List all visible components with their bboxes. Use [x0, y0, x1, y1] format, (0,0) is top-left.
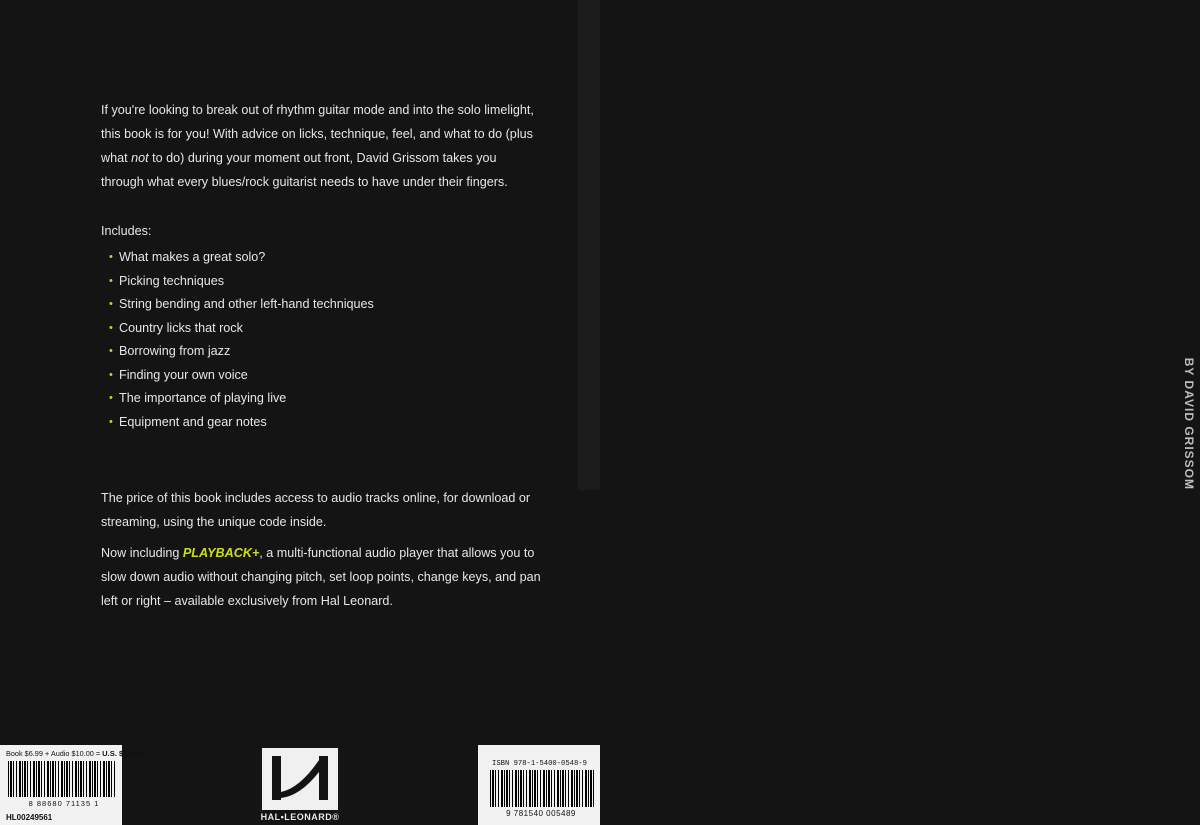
includes-heading: Includes: — [101, 224, 152, 238]
feature-text: What makes a great solo? — [119, 250, 266, 264]
price-barcode-label — [0, 745, 143, 825]
feature-text: Finding your own voice — [119, 367, 248, 382]
intro-text-start: If you're looking to break out of rhythm guitar mode and into the solo limelight, this book is for you! With advice on licks, technique, feel, and what to do (plus what — [101, 103, 534, 165]
feature-item — [109, 246, 541, 270]
price-line — [6, 749, 143, 758]
feature-item — [109, 270, 541, 294]
feature-text: Picking techniques — [119, 273, 225, 288]
intro-text-end: to do) during your moment out front, David Grissom takes you through what every blues/rock guitarist needs to have under their fingers. — [101, 151, 508, 189]
audio-access-note: The price of this book includes access to audio tracks online, for download or streaming, using the unique code inside. — [101, 491, 531, 529]
upc-digits: 8 88680 71135 1 — [28, 799, 100, 808]
feature-list — [101, 246, 541, 434]
feature-text: Borrowing from jazz — [119, 344, 231, 358]
feature-item — [109, 364, 541, 388]
bullet-icon: • — [109, 392, 113, 404]
spine-author-text: BY DAVID GRISSOM — [1182, 357, 1196, 490]
bullet-icon: • — [109, 321, 113, 334]
playback-paragraph — [101, 541, 541, 613]
bullet-icon: • — [109, 274, 113, 287]
bullet-icon: • — [109, 251, 113, 263]
isbn-digits: 9 781540 005489 — [506, 809, 576, 818]
feature-text: Country licks that rock — [119, 320, 243, 335]
intro-paragraph — [101, 98, 541, 194]
feature-text: Equipment and gear notes — [119, 414, 267, 429]
isbn-text: ISBN 978-1-5400-0548-9 — [492, 760, 587, 768]
isbn-barcode-label — [478, 745, 600, 825]
hal-leonard-logo-icon — [268, 752, 332, 804]
price-breakdown: Book $6.99 + Audio $10.00 = — [6, 749, 103, 758]
publisher-logo — [262, 748, 338, 810]
playback-brand: PLAYBACK+ — [182, 546, 260, 560]
bullet-icon: • — [109, 415, 113, 428]
back-cover-description — [101, 98, 541, 613]
publisher-name: HAL•LEONARD® — [260, 812, 340, 822]
feature-item — [109, 340, 541, 364]
price-total: U.S. $16.99 — [102, 749, 143, 758]
isbn-barcode — [490, 770, 596, 807]
feature-item — [109, 411, 541, 435]
feature-text: String bending and other left-hand techniques — [119, 297, 374, 311]
feature-item — [109, 317, 541, 341]
feature-item — [109, 293, 541, 317]
playback-text-start: Now including — [101, 546, 183, 560]
intro-emphasis: not — [131, 151, 149, 165]
product-code: HL00249561 — [6, 813, 53, 822]
playback-text-end: , a multi-functional audio player that allows you to slow down audio without changing pitch, set loop points, change keys, and pan left or right – available exclusively from Hal Leonard. — [101, 546, 541, 608]
feature-text: The importance of playing live — [119, 391, 287, 405]
book-spine — [578, 0, 1196, 490]
upc-barcode — [8, 761, 116, 797]
bullet-icon: • — [109, 368, 113, 381]
bullet-icon: • — [109, 298, 113, 310]
feature-item — [109, 387, 541, 411]
bullet-icon: • — [109, 345, 113, 357]
